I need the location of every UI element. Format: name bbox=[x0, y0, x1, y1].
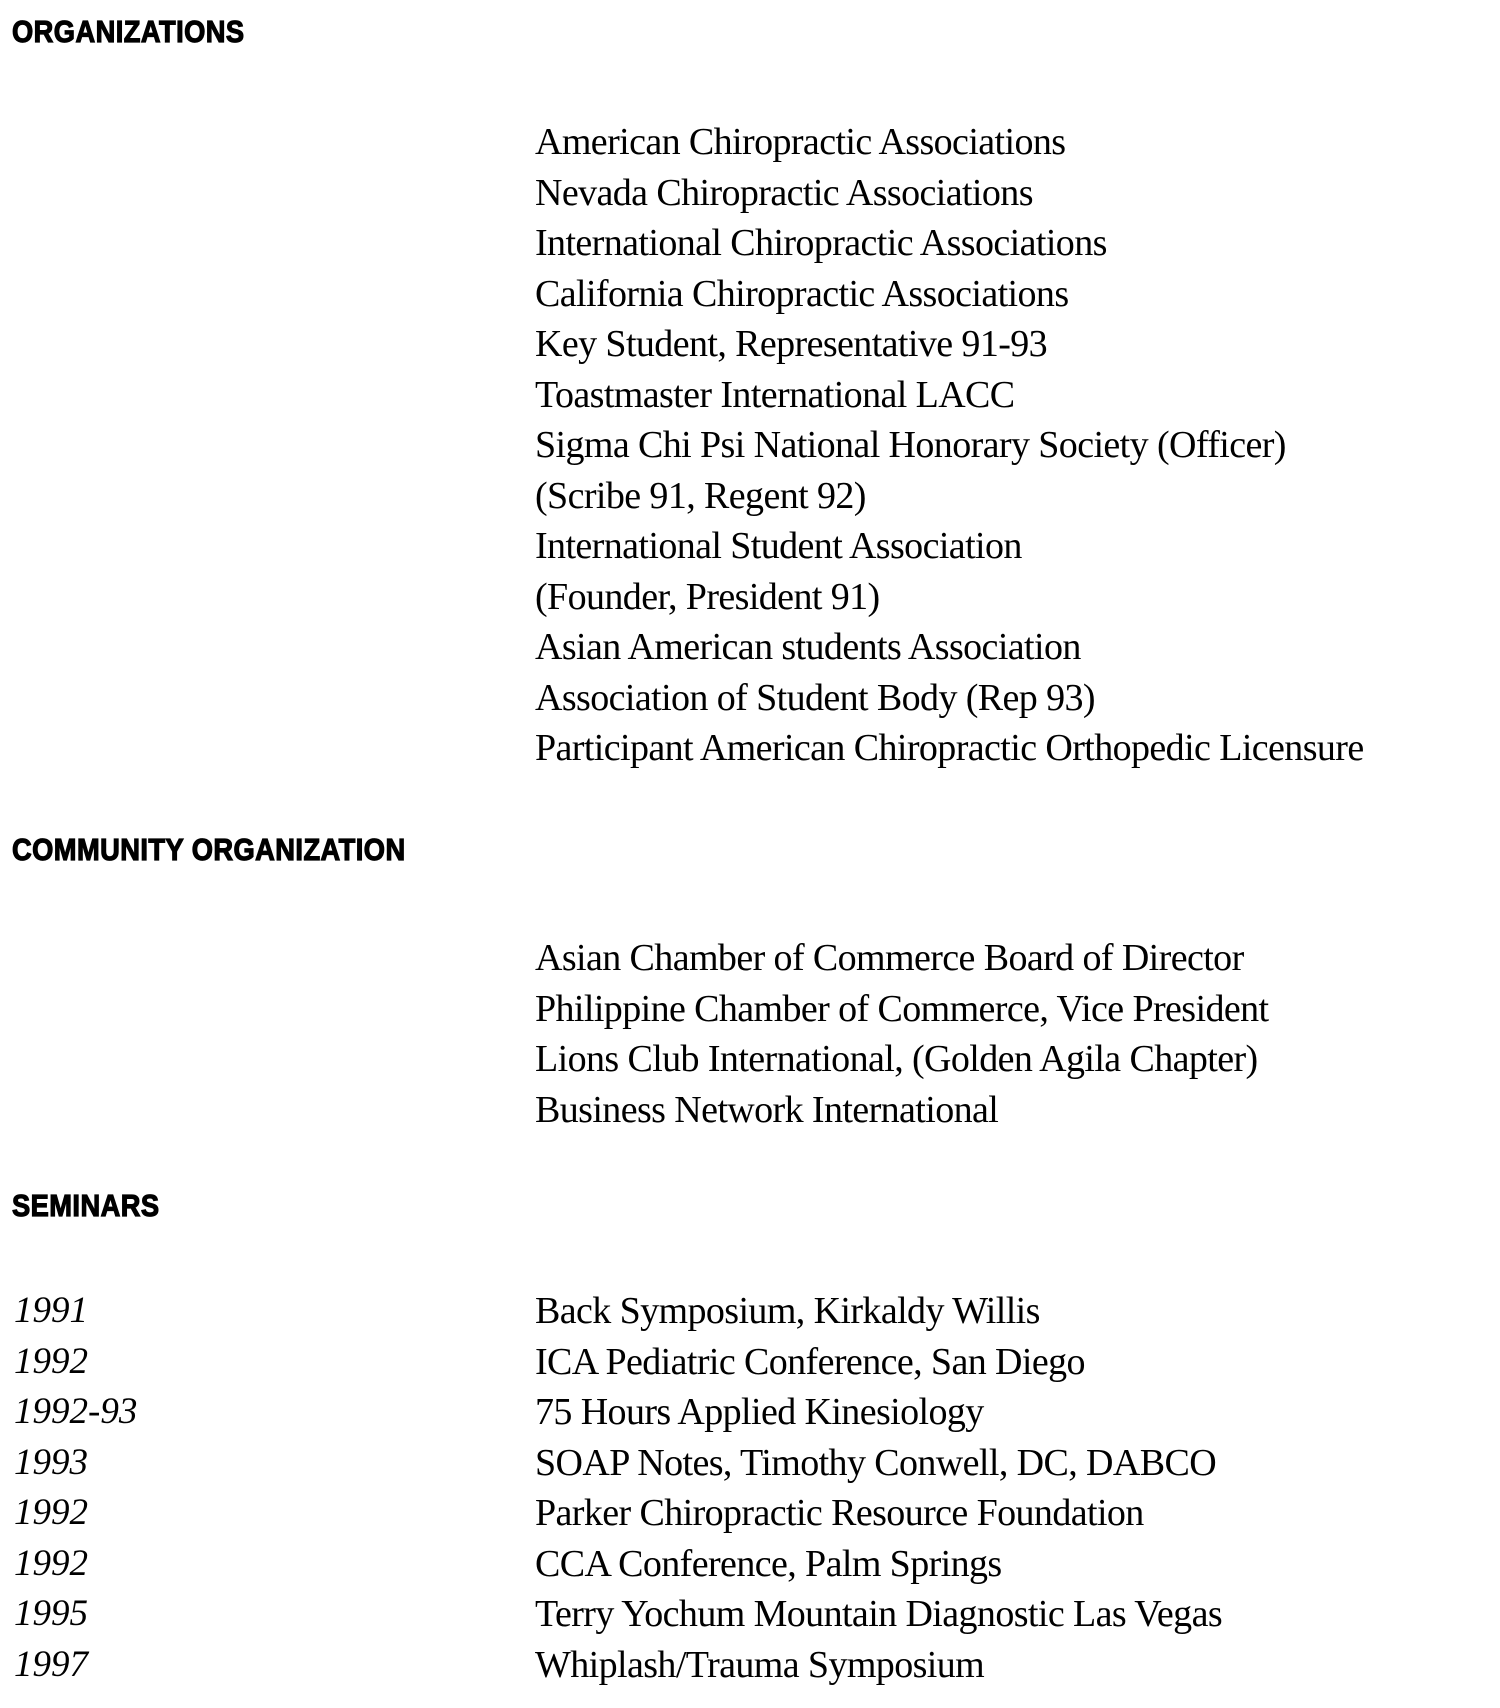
seminar-title: Back Symposium, Kirkaldy Willis bbox=[535, 1290, 1040, 1332]
seminar-year: 1991 bbox=[14, 1290, 88, 1331]
list-item: Nevada Chiropractic Associations bbox=[535, 171, 1033, 214]
seminar-row bbox=[0, 1539, 1490, 1590]
seminar-row bbox=[0, 1488, 1490, 1539]
list-item: (Scribe 91, Regent 92) bbox=[535, 474, 866, 517]
list-item: Key Student, Representative 91-93 bbox=[535, 323, 1048, 365]
list-item: International Student Association bbox=[535, 525, 1022, 567]
seminar-year: 1992 bbox=[14, 1492, 88, 1533]
list-item: Business Network International bbox=[535, 1088, 999, 1131]
community-organization-list bbox=[535, 933, 1268, 1135]
seminar-title: Whiplash/Trauma Symposium bbox=[535, 1643, 985, 1686]
seminar-row bbox=[0, 1387, 1490, 1438]
seminar-year: 1997 bbox=[14, 1643, 88, 1685]
list-item: (Founder, President 91) bbox=[535, 575, 880, 618]
organizations-list bbox=[535, 117, 1364, 774]
seminar-title: ICA Pediatric Conference, San Diego bbox=[535, 1340, 1085, 1383]
seminar-row bbox=[0, 1640, 1490, 1691]
seminar-year: 1992 bbox=[14, 1340, 88, 1382]
list-item: Association of Student Body (Rep 93) bbox=[535, 676, 1095, 719]
community-organization-heading: COMMUNITY ORGANIZATION bbox=[12, 832, 406, 867]
list-item: Toastmaster International LACC bbox=[535, 373, 1015, 416]
list-item: Participant American Chiropractic Orthopedic Licensure bbox=[535, 727, 1364, 769]
list-item: American Chiropractic Associations bbox=[535, 121, 1066, 163]
seminar-row bbox=[0, 1286, 1490, 1337]
seminar-row bbox=[0, 1438, 1490, 1489]
seminar-year: 1995 bbox=[14, 1593, 88, 1634]
seminar-year: 1993 bbox=[14, 1441, 88, 1483]
seminar-year: 1992-93 bbox=[14, 1391, 138, 1432]
list-item: Sigma Chi Psi National Honorary Society (Officer) bbox=[535, 424, 1286, 466]
seminar-title: Terry Yochum Mountain Diagnostic Las Vegas bbox=[535, 1593, 1223, 1635]
list-item: Asian American students Association bbox=[535, 626, 1081, 668]
list-item: California Chiropractic Associations bbox=[535, 272, 1069, 315]
organizations-heading: ORGANIZATIONS bbox=[12, 14, 245, 49]
seminar-title: CCA Conference, Palm Springs bbox=[535, 1542, 1002, 1585]
list-item: International Chiropractic Associations bbox=[535, 222, 1107, 264]
seminar-row bbox=[0, 1589, 1490, 1640]
seminar-title: SOAP Notes, Timothy Conwell, DC, DABCO bbox=[535, 1441, 1217, 1484]
list-item: Lions Club International, (Golden Agila Chapter) bbox=[535, 1038, 1258, 1080]
seminar-year: 1992 bbox=[14, 1542, 88, 1584]
list-item: Philippine Chamber of Commerce, Vice President bbox=[535, 987, 1269, 1030]
seminar-row bbox=[0, 1337, 1490, 1388]
seminar-title: 75 Hours Applied Kinesiology bbox=[535, 1391, 984, 1433]
seminars-list bbox=[0, 1286, 1490, 1690]
seminar-title: Parker Chiropractic Resource Foundation bbox=[535, 1492, 1144, 1534]
list-item: Asian Chamber of Commerce Board of Director bbox=[535, 937, 1244, 979]
seminars-heading: SEMINARS bbox=[12, 1188, 160, 1223]
